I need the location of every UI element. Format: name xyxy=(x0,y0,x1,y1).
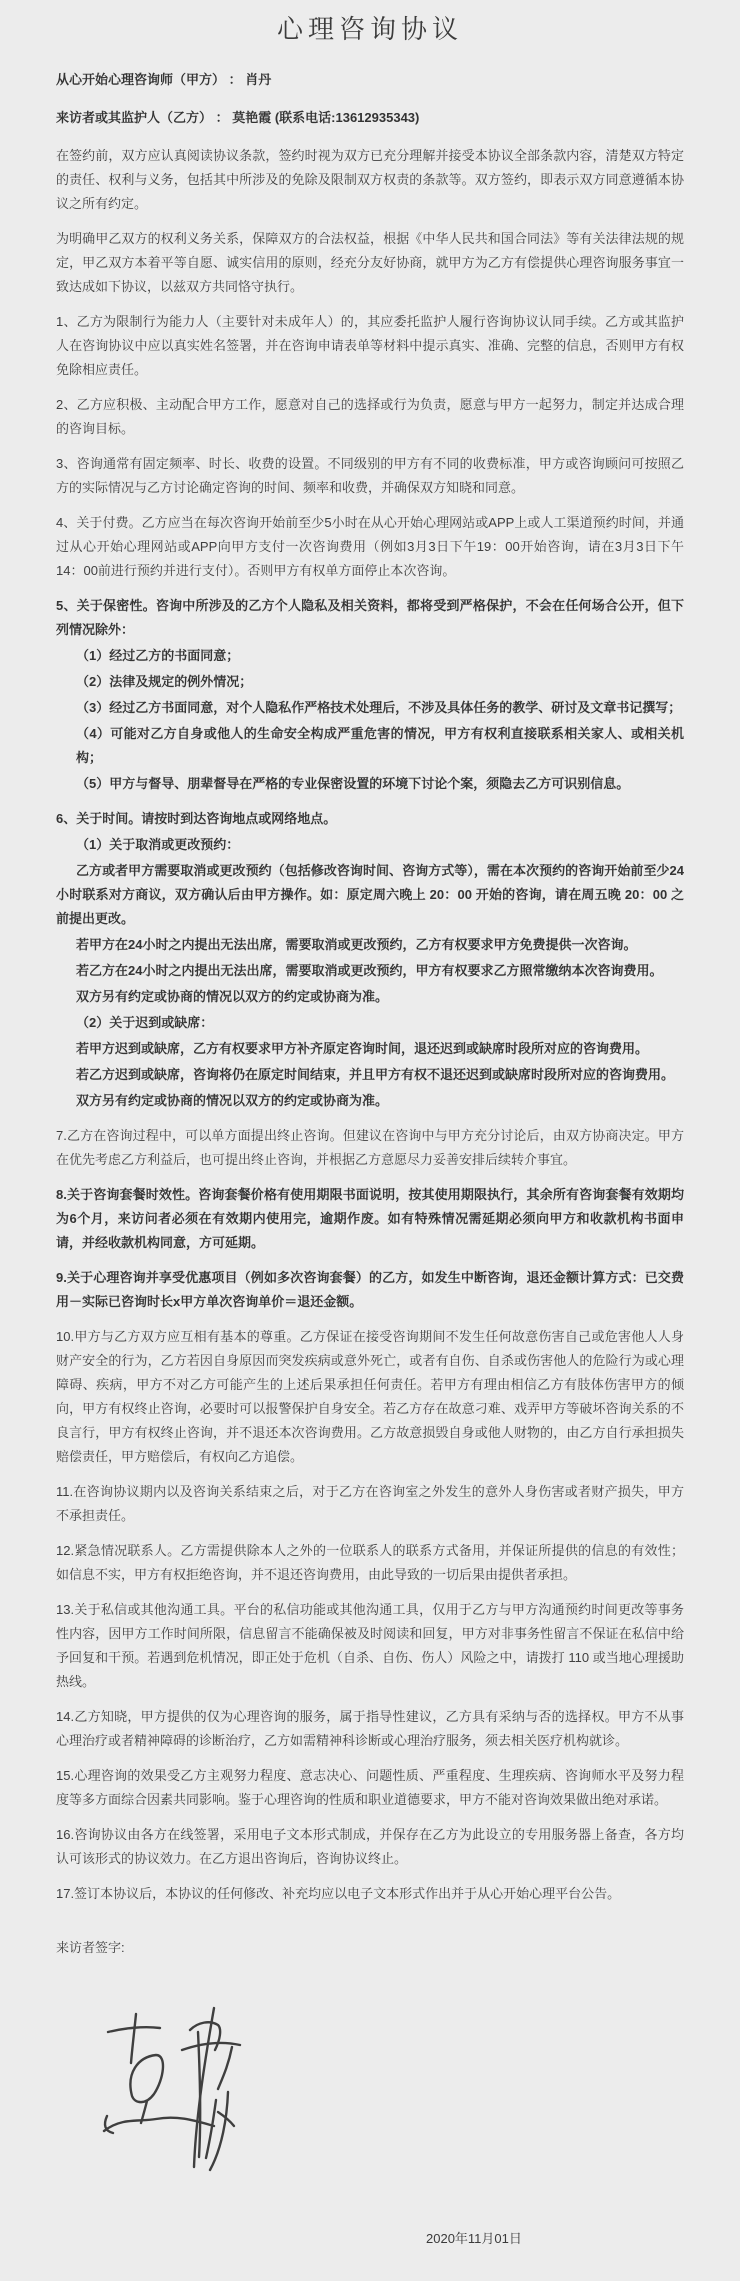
clause-paragraph: 5、关于保密性。咨询中所涉及的乙方个人隐私及相关资料，都将受到严格保护，不会在任何场合公开，但下列情况除外： xyxy=(56,598,684,637)
clause-paragraph: （4）可能对乙方自身或他人的生命安全构成严重危害的情况，甲方有权利直接联系相关家人、或相关机构； xyxy=(76,726,684,765)
clause-paragraph: 8.关于咨询套餐时效性。咨询套餐价格有使用期限书面说明，按其使用期限执行，其余所有咨询套餐有效期均为6个月，来访问者必须在有效期内使用完，逾期作废。如有特殊情况需延期必须向甲方和收款机构书面申请，并经收款机构同意，方可延期。 xyxy=(56,1187,684,1250)
clause-paragraph: 若乙方在24小时之内提出无法出席，需要取消或更改预约，甲方有权要求乙方照常缴纳本次咨询费用。 xyxy=(76,963,663,978)
clause-paragraph: 9.关于心理咨询并享受优惠项目（例如多次咨询套餐）的乙方，如发生中断咨询，退还金额计算方式：已交费用－实际已咨询时长x甲方单次咨询单价＝退还金额。 xyxy=(56,1270,684,1309)
clause-paragraph: （2）关于迟到或缺席： xyxy=(76,1015,214,1030)
clause-paragraph: 6、关于时间。请按时到达咨询地点或网络地点。 xyxy=(56,811,337,826)
clauses-container xyxy=(56,144,684,1906)
party-b-line: 来访者或其监护人（乙方） ： 莫艳霞 (联系电话:13612935343) xyxy=(56,110,420,125)
party-a-line: 从心开始心理咨询师（甲方） ： 肖丹 xyxy=(56,72,272,87)
signature-strokes-icon xyxy=(94,2000,246,2175)
clause-paragraph: 若乙方迟到或缺席，咨询将仍在原定时间结束，并且甲方有权不退还迟到或缺席时段所对应的咨询费用。 xyxy=(76,1067,675,1082)
clause-paragraph: 17.签订本协议后，本协议的任何修改、补充均应以电子文本形式作出并于从心开始心理平台公告。 xyxy=(56,1886,621,1901)
clause-paragraph: 双方另有约定或协商的情况以双方的约定或协商为准。 xyxy=(76,989,389,1004)
agreement-date: 2020年11月01日 xyxy=(426,2231,522,2246)
clause-paragraph: 若甲方迟到或缺席，乙方有权要求甲方补齐原定咨询时间，退还迟到或缺席时段所对应的咨询费用。 xyxy=(76,1041,649,1056)
clause-paragraph: 4、关于付费。乙方应当在每次咨询开始前至少5小时在从心开始心理网站或APP上或人工渠道预约时间，并通过从心开始心理网站或APP向甲方支付一次咨询费用（例如3月3日下午19：00开始咨询，请在3月3日下午14：00前进行预约并进行支付）。否则甲方有权单方面停止本次咨询。 xyxy=(56,515,684,578)
handwritten-signature xyxy=(94,2000,246,2175)
clause-paragraph: 15.心理咨询的效果受乙方主观努力程度、意志决心、问题性质、严重程度、生理疾病、咨询师水平及努力程度等多方面综合因素共同影响。鉴于心理咨询的性质和职业道德要求，甲方不能对咨询效果做出绝对承诺。 xyxy=(56,1768,684,1807)
clause-paragraph: 为明确甲乙双方的权利义务关系，保障双方的合法权益，根据《中华人民共和国合同法》等有关法律法规的规定，甲乙双方本着平等自愿、诚实信用的原则，经充分友好协商，就甲方为乙方有偿提供心理咨询服务事宜一致达成如下协议，以兹双方共同恪守执行。 xyxy=(56,231,684,294)
clause-paragraph: 13.关于私信或其他沟通工具。平台的私信功能或其他沟通工具，仅用于乙方与甲方沟通预约时间更改等事务性内容，因甲方工作时间所限，信息留言不能确保被及时阅读和回复，甲方对非事务性留言不保证在私信中给予回复和干预。若遇到危机情况，即正处于危机（自杀、自伤、伤人）风险之中，请拨打 110 或当地心理援助热线。 xyxy=(56,1602,684,1689)
signature-label: 来访者签字: xyxy=(56,1940,125,1955)
clause-paragraph: 乙方或者甲方需要取消或更改预约（包括修改咨询时间、咨询方式等），需在本次预约的咨询开始前至少24小时联系对方商议，双方确认后由甲方操作。如：原定周六晚上 20：00 开始的咨询，请在周五晚 20：00 之前提出更改。 xyxy=(56,863,684,926)
clause-paragraph: （2）法律及规定的例外情况； xyxy=(76,674,253,689)
clause-paragraph: 在签约前，双方应认真阅读协议条款，签约时视为双方已充分理解并接受本协议全部条款内容，清楚双方特定的责任、权利与义务，包括其中所涉及的免除及限制双方权责的条款等。双方签约，即表示双方同意遵循本协议之所有约定。 xyxy=(56,148,684,211)
clause-paragraph: （1）经过乙方的书面同意； xyxy=(76,648,240,663)
clause-paragraph: 12.紧急情况联系人。乙方需提供除本人之外的一位联系人的联系方式备用，并保证所提供的信息的有效性；如信息不实，甲方有权拒绝咨询，并不退还咨询费用，由此导致的一切后果由提供者承担。 xyxy=(56,1543,684,1582)
clause-paragraph: 10.甲方与乙方双方应互相有基本的尊重。乙方保证在接受咨询期间不发生任何故意伤害自己或危害他人人身财产安全的行为，乙方若因自身原因而突发疾病或意外死亡，或者有自伤、自杀或伤害他人的危险行为或心理障碍、疾病，甲方不对乙方可能产生的上述后果承担任何责任。若甲方有理由相信乙方有肢体伤害甲方的倾向，甲方有权终止咨询，必要时可以报警保护自身安全。若乙方存在故意刁难、戏弄甲方等破坏咨询关系的不良言行，甲方有权终止咨询，并不退还本次咨询费用。乙方故意损毁自身或他人财物的，由乙方自行承担损失赔偿责任，甲方赔偿后，有权向乙方追偿。 xyxy=(56,1329,684,1464)
clause-paragraph: （3）经过乙方书面同意，对个人隐私作严格技术处理后，不涉及具体任务的教学、研讨及文章书记撰写； xyxy=(76,700,682,715)
clause-paragraph: 1、乙方为限制行为能力人（主要针对未成年人）的，其应委托监护人履行咨询协议认同手续。乙方或其监护人在咨询协议中应以真实姓名签署，并在咨询申请表单等材料中提示真实、准确、完整的信息，否则甲方有权免除相应责任。 xyxy=(56,314,684,377)
clause-paragraph: （1）关于取消或更改预约： xyxy=(76,837,240,852)
clause-paragraph: 11.在咨询协议期内以及咨询关系结束之后，对于乙方在咨询室之外发生的意外人身伤害或者财产损失，甲方不承担责任。 xyxy=(56,1484,684,1523)
clause-paragraph: 2、乙方应积极、主动配合甲方工作，愿意对自己的选择或行为负责，愿意与甲方一起努力，制定并达成合理的咨询目标。 xyxy=(56,397,684,436)
clause-paragraph: 16.咨询协议由各方在线签署，采用电子文本形式制成，并保存在乙方为此设立的专用服务器上备查，各方均认可该形式的协议效力。在乙方退出咨询后，咨询协议终止。 xyxy=(56,1827,684,1866)
page-title: 心理咨询协议 xyxy=(276,14,463,44)
clause-paragraph: 7.乙方在咨询过程中，可以单方面提出终止咨询。但建议在咨询中与甲方充分讨论后，由双方协商决定。甲方在优先考虑乙方利益后，也可提出终止咨询，并根据乙方意愿尽力妥善安排后续转介事宜。 xyxy=(56,1128,684,1167)
clause-paragraph: 3、咨询通常有固定频率、时长、收费的设置。不同级别的甲方有不同的收费标准，甲方或咨询顾问可按照乙方的实际情况与乙方讨论确定咨询的时间、频率和收费，并确保双方知晓和同意。 xyxy=(56,456,684,495)
clause-paragraph: （5）甲方与督导、朋辈督导在严格的专业保密设置的环境下讨论个案，须隐去乙方可识别信息。 xyxy=(76,776,630,791)
clause-paragraph: 双方另有约定或协商的情况以双方的约定或协商为准。 xyxy=(76,1093,389,1108)
clause-paragraph: 14.乙方知晓，甲方提供的仅为心理咨询的服务，属于指导性建议，乙方具有采纳与否的选择权。甲方不从事心理治疗或者精神障碍的诊断治疗，乙方如需精神科诊断或心理治疗服务，须去相关医疗机构就诊。 xyxy=(56,1709,684,1748)
clause-paragraph: 若甲方在24小时之内提出无法出席，需要取消或更改预约，乙方有权要求甲方免费提供一次咨询。 xyxy=(76,937,637,952)
